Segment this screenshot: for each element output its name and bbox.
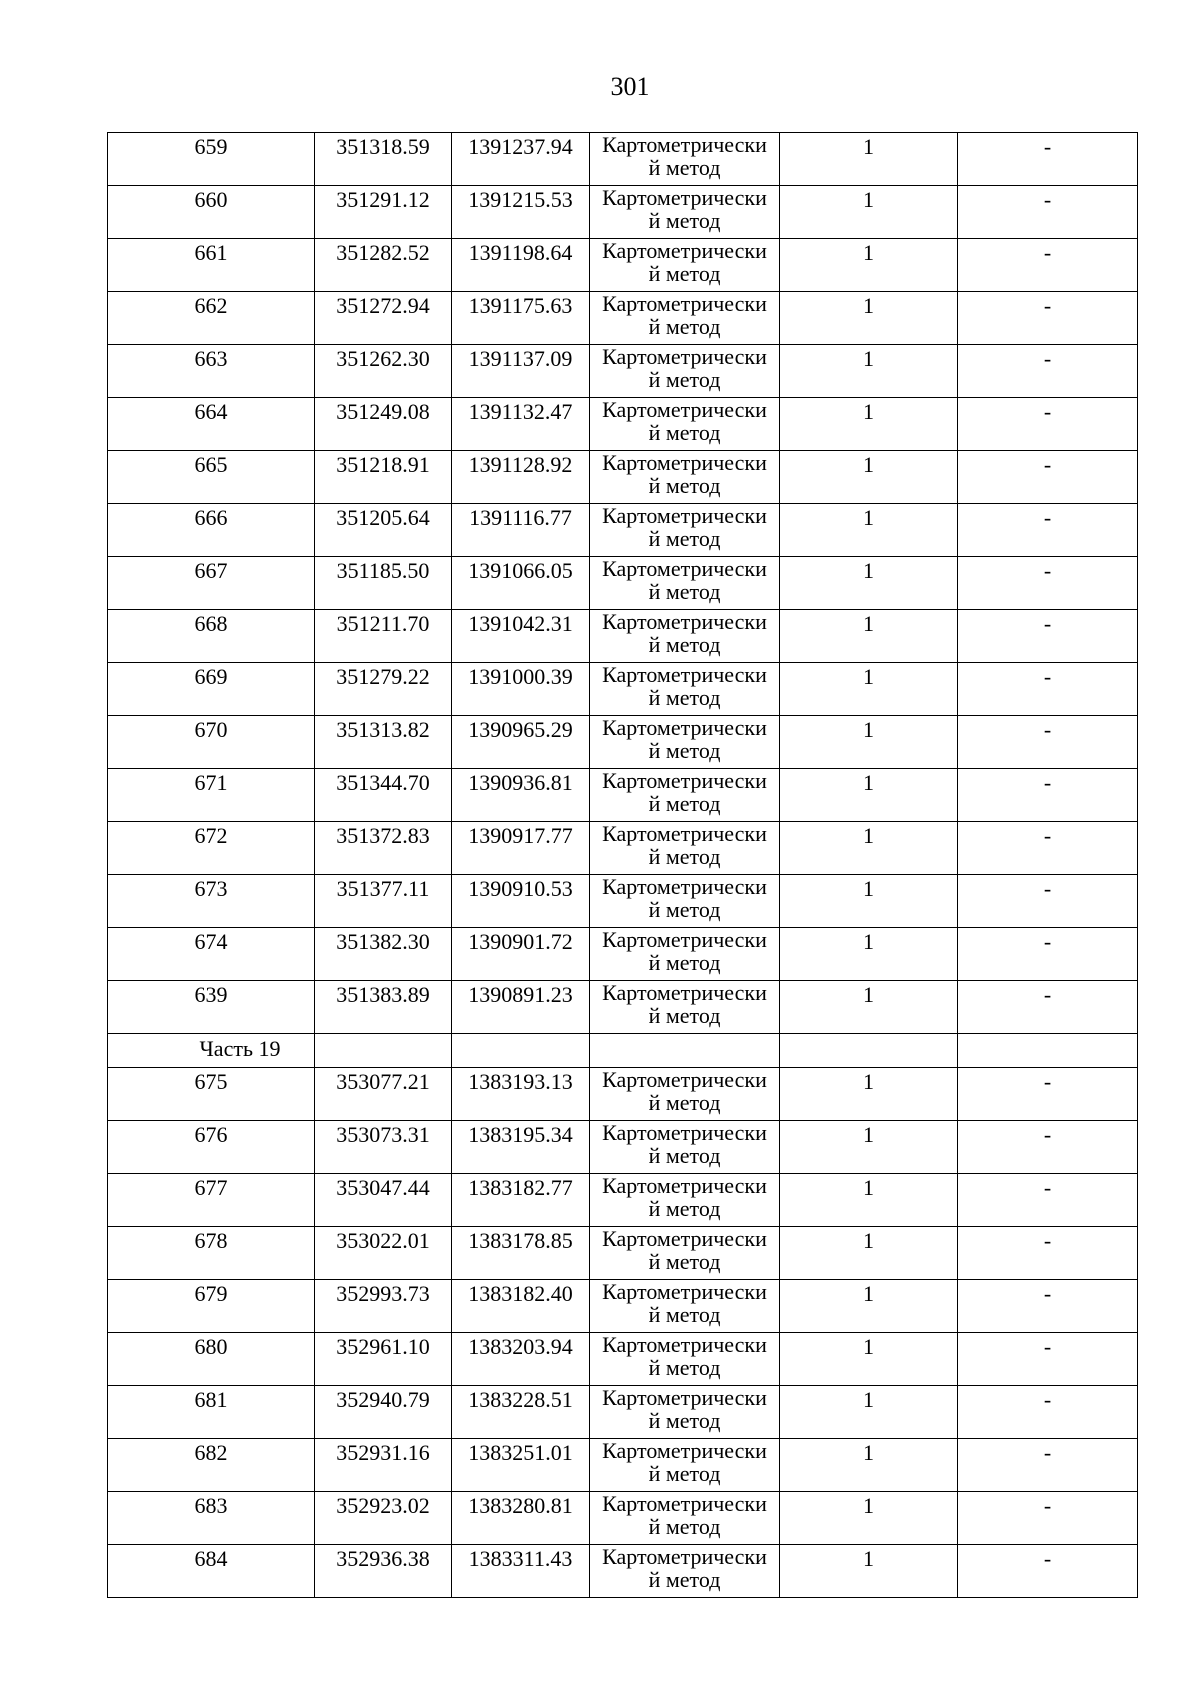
method-text-line2: й метод [648, 1461, 721, 1486]
method-text-line2: й метод [648, 526, 721, 551]
method-text-line2: й метод [648, 208, 721, 233]
method-cell [590, 1174, 780, 1227]
accuracy-cell: 1 [780, 875, 958, 928]
point-number-cell: 662 [108, 292, 315, 345]
table-row [108, 875, 1138, 928]
empty-cell [780, 1034, 958, 1068]
method-text-line2: й метод [648, 1003, 721, 1028]
accuracy-cell: 1 [780, 1174, 958, 1227]
table-row [108, 610, 1138, 663]
accuracy-cell: 1 [780, 186, 958, 239]
method-text-line1: Картометрически [602, 1332, 767, 1357]
table-row [108, 822, 1138, 875]
method-cell [590, 1492, 780, 1545]
accuracy-cell: 1 [780, 398, 958, 451]
x-coordinate-cell: 351262.30 [315, 345, 452, 398]
method-text-line1: Картометрически [602, 132, 767, 157]
empty-cell [315, 1034, 452, 1068]
method-cell [590, 504, 780, 557]
method-text-line1: Картометрически [602, 1173, 767, 1198]
method-cell [590, 186, 780, 239]
x-coordinate-cell: 352936.38 [315, 1545, 452, 1598]
accuracy-cell: 1 [780, 928, 958, 981]
y-coordinate-cell: 1383203.94 [452, 1333, 590, 1386]
accuracy-cell: 1 [780, 610, 958, 663]
accuracy-cell: 1 [780, 1545, 958, 1598]
method-text-line1: Картометрически [602, 556, 767, 581]
method-text-line1: Картометрически [602, 980, 767, 1005]
point-number-cell: 639 [108, 981, 315, 1034]
accuracy-cell: 1 [780, 981, 958, 1034]
y-coordinate-cell: 1383178.85 [452, 1227, 590, 1280]
y-coordinate-cell: 1390901.72 [452, 928, 590, 981]
method-text-line1: Картометрически [602, 1120, 767, 1145]
table-row [108, 557, 1138, 610]
method-text-line2: й метод [648, 632, 721, 657]
point-number-cell: 668 [108, 610, 315, 663]
method-text-line1: Картометрически [602, 927, 767, 952]
description-cell: - [958, 1280, 1138, 1333]
description-cell: - [958, 186, 1138, 239]
x-coordinate-cell: 351291.12 [315, 186, 452, 239]
table-row [108, 504, 1138, 557]
accuracy-cell: 1 [780, 1280, 958, 1333]
point-number-cell: 678 [108, 1227, 315, 1280]
description-cell: - [958, 239, 1138, 292]
method-text-line1: Картометрически [602, 715, 767, 740]
x-coordinate-cell: 351279.22 [315, 663, 452, 716]
y-coordinate-cell: 1383311.43 [452, 1545, 590, 1598]
description-cell: - [958, 928, 1138, 981]
accuracy-cell: 1 [780, 1121, 958, 1174]
y-coordinate-cell: 1391116.77 [452, 504, 590, 557]
accuracy-cell: 1 [780, 769, 958, 822]
method-text-line2: й метод [648, 1302, 721, 1327]
accuracy-cell: 1 [780, 663, 958, 716]
description-cell: - [958, 1439, 1138, 1492]
description-cell: - [958, 345, 1138, 398]
method-cell [590, 716, 780, 769]
accuracy-cell: 1 [780, 451, 958, 504]
method-text-line1: Картометрически [602, 1067, 767, 1092]
method-text-line2: й метод [648, 1196, 721, 1221]
description-cell: - [958, 663, 1138, 716]
y-coordinate-cell: 1383251.01 [452, 1439, 590, 1492]
table-row [108, 292, 1138, 345]
description-cell: - [958, 1333, 1138, 1386]
description-cell: - [958, 1227, 1138, 1280]
table-row [108, 345, 1138, 398]
method-cell [590, 345, 780, 398]
point-number-cell: 675 [108, 1068, 315, 1121]
point-number-cell: 683 [108, 1492, 315, 1545]
method-text-line1: Картометрически [602, 1544, 767, 1569]
accuracy-cell: 1 [780, 1333, 958, 1386]
description-cell: - [958, 769, 1138, 822]
table-row [108, 1492, 1138, 1545]
y-coordinate-cell: 1391132.47 [452, 398, 590, 451]
description-cell: - [958, 822, 1138, 875]
y-coordinate-cell: 1383228.51 [452, 1386, 590, 1439]
description-cell: - [958, 451, 1138, 504]
x-coordinate-cell: 351318.59 [315, 133, 452, 186]
method-text-line2: й метод [648, 1567, 721, 1592]
method-text-line1: Картометрически [602, 503, 767, 528]
table-row [108, 133, 1138, 186]
table-row [108, 1333, 1138, 1386]
description-cell: - [958, 398, 1138, 451]
method-cell [590, 557, 780, 610]
method-text-line2: й метод [648, 685, 721, 710]
accuracy-cell: 1 [780, 557, 958, 610]
table-row [108, 1227, 1138, 1280]
method-text-line1: Картометрически [602, 768, 767, 793]
point-number-cell: 666 [108, 504, 315, 557]
y-coordinate-cell: 1391042.31 [452, 610, 590, 663]
method-cell [590, 663, 780, 716]
description-cell: - [958, 875, 1138, 928]
point-number-cell: 676 [108, 1121, 315, 1174]
point-number-cell: 664 [108, 398, 315, 451]
table-row [108, 716, 1138, 769]
method-cell [590, 398, 780, 451]
description-cell: - [958, 133, 1138, 186]
description-cell: - [958, 1492, 1138, 1545]
empty-cell [452, 1034, 590, 1068]
y-coordinate-cell: 1390910.53 [452, 875, 590, 928]
x-coordinate-cell: 353077.21 [315, 1068, 452, 1121]
x-coordinate-cell: 352923.02 [315, 1492, 452, 1545]
method-text-line1: Картометрически [602, 291, 767, 316]
method-text-line2: й метод [648, 1355, 721, 1380]
x-coordinate-cell: 353047.44 [315, 1174, 452, 1227]
method-cell [590, 1333, 780, 1386]
method-cell [590, 769, 780, 822]
table-row [108, 451, 1138, 504]
accuracy-cell: 1 [780, 1439, 958, 1492]
method-cell [590, 822, 780, 875]
point-number-cell: 677 [108, 1174, 315, 1227]
section-label-cell: Часть 19 [108, 1034, 315, 1068]
coordinates-table-body [108, 133, 1138, 1598]
method-cell [590, 1121, 780, 1174]
x-coordinate-cell: 353022.01 [315, 1227, 452, 1280]
method-text-line1: Картометрически [602, 185, 767, 210]
method-cell [590, 1439, 780, 1492]
method-text-line2: й метод [648, 473, 721, 498]
method-text-line2: й метод [648, 1249, 721, 1274]
method-text-line2: й метод [648, 1143, 721, 1168]
method-text-line2: й метод [648, 367, 721, 392]
method-text-line2: й метод [648, 314, 721, 339]
point-number-cell: 684 [108, 1545, 315, 1598]
y-coordinate-cell: 1391066.05 [452, 557, 590, 610]
x-coordinate-cell: 351205.64 [315, 504, 452, 557]
method-text-line1: Картометрически [602, 397, 767, 422]
point-number-cell: 669 [108, 663, 315, 716]
empty-cell [590, 1034, 780, 1068]
x-coordinate-cell: 351272.94 [315, 292, 452, 345]
accuracy-cell: 1 [780, 716, 958, 769]
method-text-line1: Картометрически [602, 662, 767, 687]
page-number: 301 [610, 72, 650, 101]
description-cell: - [958, 610, 1138, 663]
method-cell [590, 928, 780, 981]
y-coordinate-cell: 1391198.64 [452, 239, 590, 292]
method-cell [590, 239, 780, 292]
method-text-line2: й метод [648, 897, 721, 922]
point-number-cell: 673 [108, 875, 315, 928]
point-number-cell: 679 [108, 1280, 315, 1333]
x-coordinate-cell: 353073.31 [315, 1121, 452, 1174]
method-text-line1: Картометрически [602, 1438, 767, 1463]
section-row [108, 1034, 1138, 1068]
method-text-line2: й метод [648, 1514, 721, 1539]
accuracy-cell: 1 [780, 1068, 958, 1121]
method-text-line1: Картометрически [602, 344, 767, 369]
method-text-line1: Картометрически [602, 1385, 767, 1410]
y-coordinate-cell: 1391000.39 [452, 663, 590, 716]
accuracy-cell: 1 [780, 239, 958, 292]
accuracy-cell: 1 [780, 292, 958, 345]
y-coordinate-cell: 1391237.94 [452, 133, 590, 186]
method-cell [590, 1227, 780, 1280]
table-row [108, 1386, 1138, 1439]
x-coordinate-cell: 351372.83 [315, 822, 452, 875]
description-cell: - [958, 716, 1138, 769]
method-text-line2: й метод [648, 155, 721, 180]
table-row [108, 1439, 1138, 1492]
y-coordinate-cell: 1383195.34 [452, 1121, 590, 1174]
y-coordinate-cell: 1390891.23 [452, 981, 590, 1034]
method-text-line1: Картометрически [602, 1491, 767, 1516]
method-text-line1: Картометрически [602, 450, 767, 475]
point-number-cell: 665 [108, 451, 315, 504]
coordinates-table [107, 132, 1138, 1598]
method-text-line2: й метод [648, 791, 721, 816]
method-cell [590, 133, 780, 186]
method-text-line1: Картометрически [602, 1226, 767, 1251]
y-coordinate-cell: 1390965.29 [452, 716, 590, 769]
point-number-cell: 674 [108, 928, 315, 981]
point-number-cell: 681 [108, 1386, 315, 1439]
x-coordinate-cell: 351249.08 [315, 398, 452, 451]
x-coordinate-cell: 351185.50 [315, 557, 452, 610]
method-text-line2: й метод [648, 950, 721, 975]
method-text-line1: Картометрически [602, 821, 767, 846]
description-cell: - [958, 292, 1138, 345]
method-text-line1: Картометрически [602, 238, 767, 263]
table-row [108, 981, 1138, 1034]
description-cell: - [958, 1545, 1138, 1598]
description-cell: - [958, 557, 1138, 610]
x-coordinate-cell: 351211.70 [315, 610, 452, 663]
y-coordinate-cell: 1391175.63 [452, 292, 590, 345]
point-number-cell: 660 [108, 186, 315, 239]
y-coordinate-cell: 1383193.13 [452, 1068, 590, 1121]
x-coordinate-cell: 352961.10 [315, 1333, 452, 1386]
y-coordinate-cell: 1390917.77 [452, 822, 590, 875]
description-cell: - [958, 981, 1138, 1034]
x-coordinate-cell: 351344.70 [315, 769, 452, 822]
method-text-line1: Картометрически [602, 874, 767, 899]
point-number-cell: 659 [108, 133, 315, 186]
method-text-line2: й метод [648, 261, 721, 286]
table-row [108, 663, 1138, 716]
description-cell: - [958, 1174, 1138, 1227]
description-cell: - [958, 1121, 1138, 1174]
method-cell [590, 981, 780, 1034]
method-text-line2: й метод [648, 738, 721, 763]
y-coordinate-cell: 1383182.77 [452, 1174, 590, 1227]
table-row [108, 769, 1138, 822]
point-number-cell: 667 [108, 557, 315, 610]
table-row [108, 1068, 1138, 1121]
table-row [108, 398, 1138, 451]
method-text-line2: й метод [648, 1090, 721, 1115]
method-text-line1: Картометрически [602, 609, 767, 634]
x-coordinate-cell: 352931.16 [315, 1439, 452, 1492]
y-coordinate-cell: 1390936.81 [452, 769, 590, 822]
method-text-line1: Картометрически [602, 1279, 767, 1304]
accuracy-cell: 1 [780, 1492, 958, 1545]
method-cell [590, 1280, 780, 1333]
y-coordinate-cell: 1391137.09 [452, 345, 590, 398]
y-coordinate-cell: 1383182.40 [452, 1280, 590, 1333]
point-number-cell: 680 [108, 1333, 315, 1386]
y-coordinate-cell: 1383280.81 [452, 1492, 590, 1545]
y-coordinate-cell: 1391128.92 [452, 451, 590, 504]
table-row [108, 1121, 1138, 1174]
table-row [108, 1280, 1138, 1333]
x-coordinate-cell: 351218.91 [315, 451, 452, 504]
accuracy-cell: 1 [780, 345, 958, 398]
table-row [108, 1545, 1138, 1598]
y-coordinate-cell: 1391215.53 [452, 186, 590, 239]
description-cell: - [958, 1386, 1138, 1439]
method-text-line2: й метод [648, 844, 721, 869]
point-number-cell: 671 [108, 769, 315, 822]
x-coordinate-cell: 351282.52 [315, 239, 452, 292]
point-number-cell: 672 [108, 822, 315, 875]
method-text-line2: й метод [648, 579, 721, 604]
accuracy-cell: 1 [780, 1227, 958, 1280]
x-coordinate-cell: 352993.73 [315, 1280, 452, 1333]
description-cell: - [958, 1068, 1138, 1121]
description-cell: - [958, 504, 1138, 557]
method-cell [590, 292, 780, 345]
accuracy-cell: 1 [780, 1386, 958, 1439]
table-row [108, 1174, 1138, 1227]
point-number-cell: 663 [108, 345, 315, 398]
point-number-cell: 661 [108, 239, 315, 292]
accuracy-cell: 1 [780, 504, 958, 557]
method-text-line2: й метод [648, 420, 721, 445]
x-coordinate-cell: 351313.82 [315, 716, 452, 769]
x-coordinate-cell: 351382.30 [315, 928, 452, 981]
point-number-cell: 682 [108, 1439, 315, 1492]
empty-cell [958, 1034, 1138, 1068]
method-cell [590, 875, 780, 928]
table-row [108, 928, 1138, 981]
method-cell [590, 1545, 780, 1598]
point-number-cell: 670 [108, 716, 315, 769]
accuracy-cell: 1 [780, 133, 958, 186]
table-row [108, 186, 1138, 239]
x-coordinate-cell: 352940.79 [315, 1386, 452, 1439]
method-text-line2: й метод [648, 1408, 721, 1433]
accuracy-cell: 1 [780, 822, 958, 875]
method-cell [590, 610, 780, 663]
method-cell [590, 1068, 780, 1121]
method-cell [590, 451, 780, 504]
table-row [108, 239, 1138, 292]
x-coordinate-cell: 351377.11 [315, 875, 452, 928]
x-coordinate-cell: 351383.89 [315, 981, 452, 1034]
method-cell [590, 1386, 780, 1439]
